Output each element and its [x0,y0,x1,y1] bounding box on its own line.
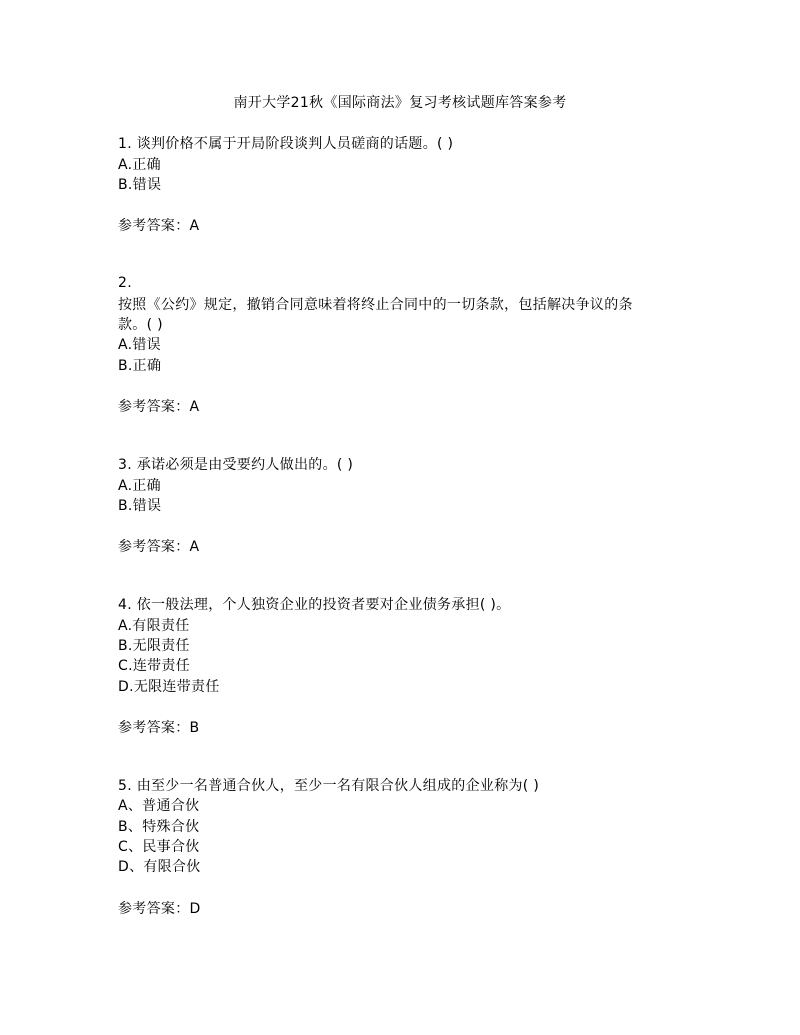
question-2-stem-line-2: 款。( ) [118,317,163,333]
question-4-option-b: B.无限责任 [118,638,190,654]
question-4-option-c: C.连带责任 [118,658,191,674]
question-1-answer: 参考答案：A [118,218,200,234]
question-2-number: 2. [118,275,132,291]
question-3-option-a: A.正确 [118,478,161,494]
question-1-option-b: B.错误 [118,177,162,193]
question-5-option-d: D、有限合伙 [118,859,201,875]
question-2-option-b: B.正确 [118,358,162,374]
question-1-stem: 1. 谈判价格不属于开局阶段谈判人员磋商的话题。( ) [118,136,454,152]
question-3-option-b: B.错误 [118,498,162,514]
question-3-stem: 3. 承诺必须是由受要约人做出的。( ) [118,457,354,473]
question-3-answer: 参考答案：A [118,539,200,555]
question-4-stem: 4. 依一般法理，个人独资企业的投资者要对企业债务承担( )。 [118,597,511,613]
question-4-option-a: A.有限责任 [118,618,190,634]
question-4-option-d: D.无限连带责任 [118,679,220,695]
question-2-option-a: A.错误 [118,337,161,353]
question-5-option-b: B、特殊合伙 [118,819,200,835]
document-title: 南开大学21秋《国际商法》复习考核试题库答案参考 [233,95,567,111]
question-5-option-c: C、民事合伙 [118,839,200,855]
question-5-answer: 参考答案：D [118,901,201,917]
question-2-stem-line-1: 按照《公约》规定，撤销合同意味着将终止合同中的一切条款，包括解决争议的条 [118,297,633,313]
question-4-answer: 参考答案：B [118,720,200,736]
question-2-answer: 参考答案：A [118,399,200,415]
question-1-option-a: A.正确 [118,157,161,173]
question-5-option-a: A、普通合伙 [118,798,200,814]
question-5-stem: 5. 由至少一名普通合伙人，至少一名有限合伙人组成的企业称为( ) [118,778,540,794]
